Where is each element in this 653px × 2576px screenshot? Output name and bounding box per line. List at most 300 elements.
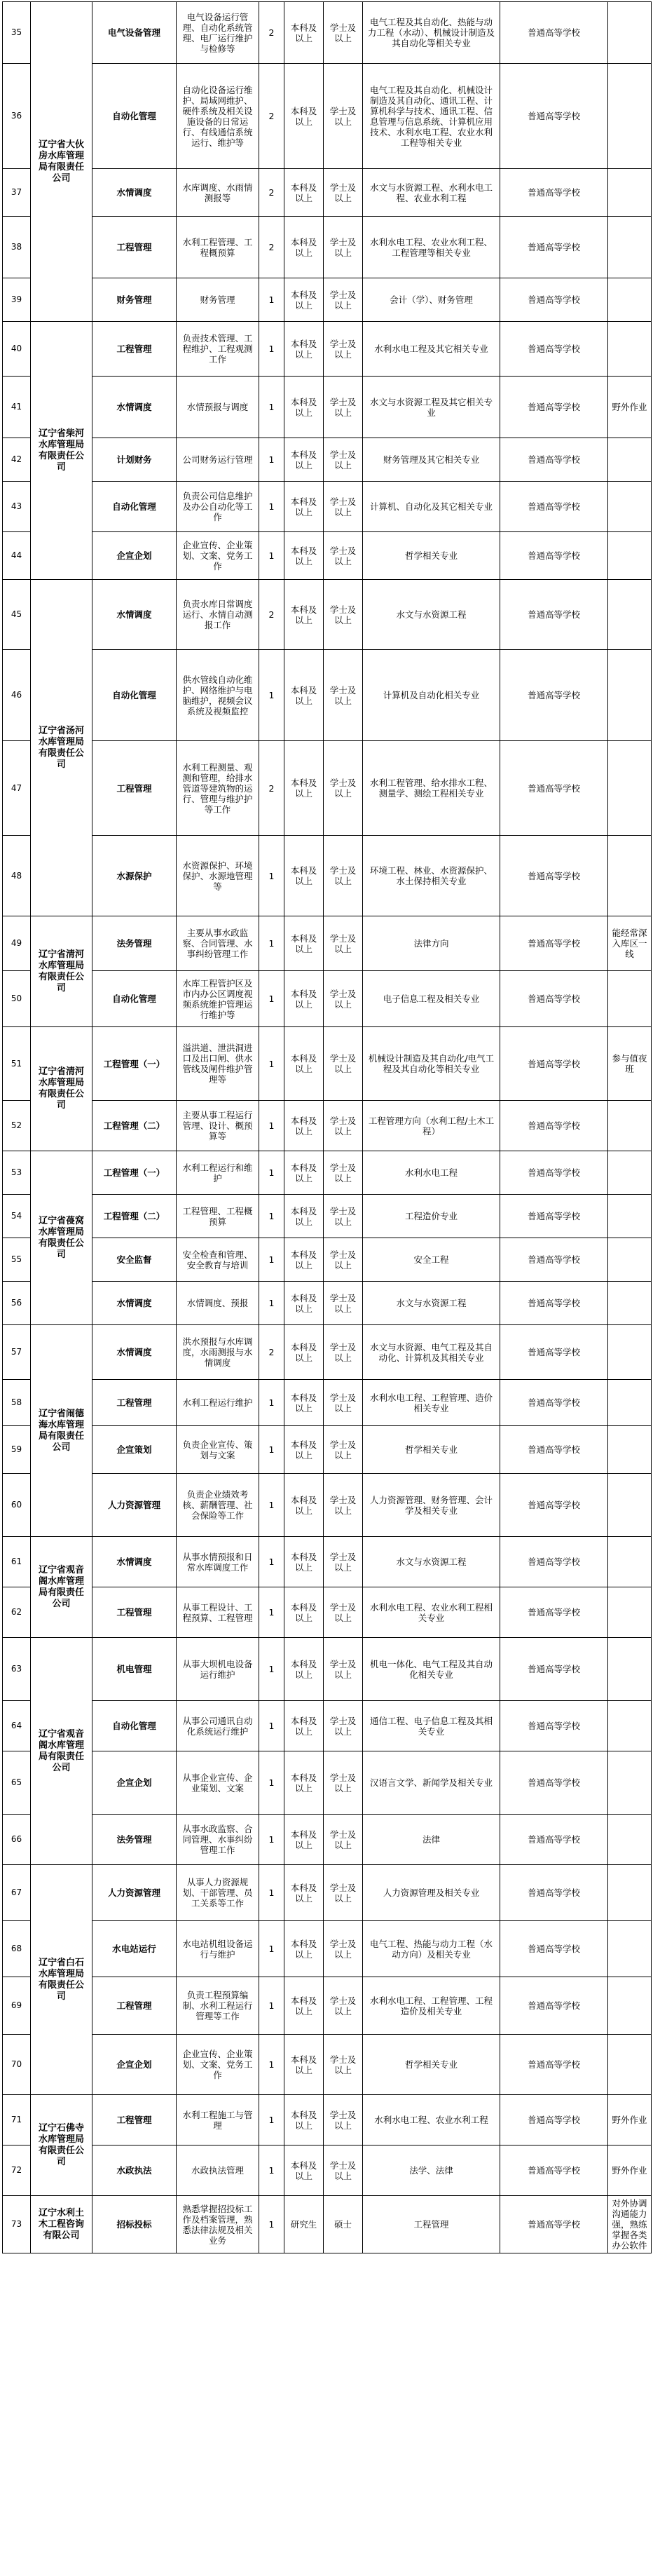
education-requirement: 本科及以上 — [284, 580, 324, 650]
row-number: 73 — [3, 2196, 31, 2253]
school-type: 普通高等学校 — [500, 1751, 608, 1815]
recruitment-table — [2, 1, 652, 2253]
major-requirement: 汉语言文学、新闻学及相关专业 — [363, 1751, 500, 1815]
table-row — [3, 1865, 652, 1921]
education-requirement: 本科及以上 — [284, 1751, 324, 1815]
school-type: 普通高等学校 — [500, 1151, 608, 1195]
row-number: 40 — [3, 322, 31, 377]
school-type: 普通高等学校 — [500, 438, 608, 482]
position-name: 人力资源管理 — [92, 1865, 177, 1921]
company-name: 辽宁石佛寺水库管理局有限责任公司 — [31, 2095, 92, 2196]
remark — [608, 1638, 652, 1701]
company-name: 辽宁省葠窝水库管理局有限责任公司 — [31, 1151, 92, 1325]
major-requirement: 水文与水资源工程 — [363, 1537, 500, 1587]
remark — [608, 1751, 652, 1815]
remark — [608, 2, 652, 64]
remark: 野外作业 — [608, 2095, 652, 2145]
company-name: 辽宁省观音阁水库管理局有限责任公司 — [31, 1638, 92, 1865]
major-requirement: 环境工程、林业、水资源保护、水土保持相关专业 — [363, 836, 500, 916]
remark — [608, 1380, 652, 1426]
education-requirement: 本科及以上 — [284, 377, 324, 438]
major-requirement: 法律 — [363, 1815, 500, 1865]
position-name: 工程管理 — [92, 1587, 177, 1638]
job-duty: 水利工程管理、工程概预算 — [177, 217, 259, 278]
education-requirement: 本科及以上 — [284, 64, 324, 169]
row-number: 36 — [3, 64, 31, 169]
major-requirement: 水利水电工程及其它相关专业 — [363, 322, 500, 377]
row-number: 51 — [3, 1027, 31, 1101]
table-row — [3, 2145, 652, 2196]
position-name: 水情调度 — [92, 1282, 177, 1325]
school-type: 普通高等学校 — [500, 1027, 608, 1101]
major-requirement: 工程管理方向（水利工程/土木工程） — [363, 1101, 500, 1151]
major-requirement: 工程造价专业 — [363, 1195, 500, 1238]
row-number: 35 — [3, 2, 31, 64]
row-number: 41 — [3, 377, 31, 438]
degree-requirement: 学士及以上 — [324, 2145, 363, 2196]
major-requirement: 水利水电工程、工程管理、造价相关专业 — [363, 1380, 500, 1426]
row-number: 68 — [3, 1921, 31, 1977]
remark — [608, 278, 652, 322]
degree-requirement: 学士及以上 — [324, 217, 363, 278]
headcount: 1 — [259, 1977, 284, 2035]
row-number: 58 — [3, 1380, 31, 1426]
school-type: 普通高等学校 — [500, 322, 608, 377]
major-requirement: 计算机及自动化相关专业 — [363, 650, 500, 741]
position-name: 自动化管理 — [92, 971, 177, 1027]
row-number: 61 — [3, 1537, 31, 1587]
degree-requirement: 学士及以上 — [324, 2, 363, 64]
position-name: 工程管理 — [92, 2095, 177, 2145]
remark — [608, 1195, 652, 1238]
education-requirement: 本科及以上 — [284, 1701, 324, 1751]
school-type: 普通高等学校 — [500, 217, 608, 278]
school-type: 普通高等学校 — [500, 2095, 608, 2145]
row-number: 39 — [3, 278, 31, 322]
remark — [608, 1537, 652, 1587]
school-type: 普通高等学校 — [500, 1921, 608, 1977]
education-requirement: 本科及以上 — [284, 2035, 324, 2095]
major-requirement: 电气工程及其自动化、热能与动力工程（水动）、机械设计制造及其自动化等相关专业 — [363, 2, 500, 64]
position-name: 安全监督 — [92, 1238, 177, 1282]
major-requirement: 水利工程管理、给水排水工程、测量学、测绘工程相关专业 — [363, 741, 500, 836]
table-row — [3, 217, 652, 278]
remark — [608, 2035, 652, 2095]
major-requirement: 水利水电工程、农业水利工程相关专业 — [363, 1587, 500, 1638]
education-requirement: 本科及以上 — [284, 1101, 324, 1151]
headcount: 1 — [259, 1151, 284, 1195]
position-name: 自动化管理 — [92, 482, 177, 532]
headcount: 2 — [259, 169, 284, 217]
degree-requirement: 学士及以上 — [324, 741, 363, 836]
table-row — [3, 971, 652, 1027]
major-requirement: 计算机、自动化及其它相关专业 — [363, 482, 500, 532]
remark — [608, 1815, 652, 1865]
degree-requirement: 学士及以上 — [324, 322, 363, 377]
remark — [608, 1101, 652, 1151]
headcount: 1 — [259, 836, 284, 916]
school-type: 普通高等学校 — [500, 2, 608, 64]
row-number: 46 — [3, 650, 31, 741]
position-name: 法务管理 — [92, 1815, 177, 1865]
row-number: 64 — [3, 1701, 31, 1751]
school-type: 普通高等学校 — [500, 2196, 608, 2253]
remark — [608, 532, 652, 580]
school-type: 普通高等学校 — [500, 1587, 608, 1638]
headcount: 2 — [259, 1325, 284, 1380]
degree-requirement: 学士及以上 — [324, 278, 363, 322]
degree-requirement: 学士及以上 — [324, 1238, 363, 1282]
education-requirement: 本科及以上 — [284, 741, 324, 836]
degree-requirement: 学士及以上 — [324, 580, 363, 650]
major-requirement: 水文与水资源工程 — [363, 1282, 500, 1325]
degree-requirement: 学士及以上 — [324, 438, 363, 482]
row-number: 59 — [3, 1426, 31, 1474]
degree-requirement: 学士及以上 — [324, 1815, 363, 1865]
headcount: 1 — [259, 2035, 284, 2095]
major-requirement: 哲学相关专业 — [363, 1426, 500, 1474]
degree-requirement: 学士及以上 — [324, 650, 363, 741]
job-duty: 安全检查和管理、安全教育与培训 — [177, 1238, 259, 1282]
job-duty: 企业宣传、企业策划、文案、党务工作 — [177, 532, 259, 580]
job-duty: 从事企业宣传、企业策划、文案 — [177, 1751, 259, 1815]
school-type: 普通高等学校 — [500, 836, 608, 916]
degree-requirement: 学士及以上 — [324, 1474, 363, 1537]
remark — [608, 438, 652, 482]
job-duty: 水情预报与调度 — [177, 377, 259, 438]
education-requirement: 本科及以上 — [284, 482, 324, 532]
headcount: 1 — [259, 1921, 284, 1977]
remark — [608, 580, 652, 650]
job-duty: 负责企业宣传、策划与文案 — [177, 1426, 259, 1474]
major-requirement: 水利水电工程 — [363, 1151, 500, 1195]
education-requirement: 本科及以上 — [284, 971, 324, 1027]
table-row — [3, 1815, 652, 1865]
job-duty: 洪水预报与水库调度，水雨测报与水情调度 — [177, 1325, 259, 1380]
company-name: 辽宁省清河水库管理局有限责任公司 — [31, 916, 92, 1027]
headcount: 1 — [259, 1638, 284, 1701]
remark — [608, 1238, 652, 1282]
position-name: 水情调度 — [92, 1537, 177, 1587]
row-number: 66 — [3, 1815, 31, 1865]
position-name: 财务管理 — [92, 278, 177, 322]
remark — [608, 1151, 652, 1195]
headcount: 1 — [259, 2145, 284, 2196]
school-type: 普通高等学校 — [500, 169, 608, 217]
education-requirement: 本科及以上 — [284, 322, 324, 377]
headcount: 1 — [259, 1537, 284, 1587]
position-name: 工程管理 — [92, 1380, 177, 1426]
position-name: 工程管理（一） — [92, 1027, 177, 1101]
job-duty: 负责公司信息维护及办公自动化等工作 — [177, 482, 259, 532]
position-name: 水电站运行 — [92, 1921, 177, 1977]
education-requirement: 本科及以上 — [284, 1587, 324, 1638]
row-number: 53 — [3, 1151, 31, 1195]
remark — [608, 169, 652, 217]
major-requirement: 机械设计制造及其自动化/电气工程及其自动化等相关专业 — [363, 1027, 500, 1101]
major-requirement: 工程管理 — [363, 2196, 500, 2253]
degree-requirement: 学士及以上 — [324, 1751, 363, 1815]
headcount: 1 — [259, 1815, 284, 1865]
degree-requirement: 学士及以上 — [324, 971, 363, 1027]
position-name: 水情调度 — [92, 169, 177, 217]
school-type: 普通高等学校 — [500, 532, 608, 580]
headcount: 1 — [259, 1426, 284, 1474]
education-requirement: 本科及以上 — [284, 1027, 324, 1101]
position-name: 水源保护 — [92, 836, 177, 916]
job-duty: 主要从事水政监察、合同管理、水事纠纷管理工作 — [177, 916, 259, 971]
row-number: 72 — [3, 2145, 31, 2196]
school-type: 普通高等学校 — [500, 1195, 608, 1238]
position-name: 工程管理 — [92, 322, 177, 377]
headcount: 1 — [259, 377, 284, 438]
table-row — [3, 1587, 652, 1638]
education-requirement: 本科及以上 — [284, 2145, 324, 2196]
headcount: 1 — [259, 1751, 284, 1815]
school-type: 普通高等学校 — [500, 1865, 608, 1921]
headcount: 1 — [259, 482, 284, 532]
degree-requirement: 学士及以上 — [324, 1587, 363, 1638]
degree-requirement: 学士及以上 — [324, 1101, 363, 1151]
table-row — [3, 1921, 652, 1977]
position-name: 工程管理（二） — [92, 1195, 177, 1238]
major-requirement: 安全工程 — [363, 1238, 500, 1282]
row-number: 63 — [3, 1638, 31, 1701]
headcount: 1 — [259, 971, 284, 1027]
company-name: 辽宁省大伙房水库管理局有限责任公司 — [31, 2, 92, 322]
major-requirement: 会计（学）、财务管理 — [363, 278, 500, 322]
headcount: 1 — [259, 1587, 284, 1638]
education-requirement: 本科及以上 — [284, 2, 324, 64]
row-number: 42 — [3, 438, 31, 482]
remark — [608, 1701, 652, 1751]
education-requirement: 本科及以上 — [284, 1282, 324, 1325]
company-name: 辽宁省闹德海水库管理局有限责任公司 — [31, 1325, 92, 1537]
table-row — [3, 1474, 652, 1537]
job-duty: 负责技术管理、工程维护、工程观测工作 — [177, 322, 259, 377]
table-row — [3, 1426, 652, 1474]
table-row — [3, 1101, 652, 1151]
education-requirement: 本科及以上 — [284, 532, 324, 580]
school-type: 普通高等学校 — [500, 377, 608, 438]
table-body — [3, 2, 652, 2253]
job-duty: 水利工程运行维护 — [177, 1380, 259, 1426]
job-duty: 企业宣传、企业策划、文案、党务工作 — [177, 2035, 259, 2095]
position-name: 工程管理 — [92, 1977, 177, 2035]
education-requirement: 本科及以上 — [284, 1426, 324, 1474]
school-type: 普通高等学校 — [500, 2145, 608, 2196]
degree-requirement: 学士及以上 — [324, 836, 363, 916]
headcount: 1 — [259, 1865, 284, 1921]
row-number: 52 — [3, 1101, 31, 1151]
major-requirement: 哲学相关专业 — [363, 532, 500, 580]
table-row — [3, 64, 652, 169]
position-name: 水情调度 — [92, 1325, 177, 1380]
school-type: 普通高等学校 — [500, 64, 608, 169]
major-requirement: 水文与水资源工程及其它相关专业 — [363, 377, 500, 438]
remark: 能经常深入库区一线 — [608, 916, 652, 971]
job-duty: 从事公司通讯自动化系统运行维护 — [177, 1701, 259, 1751]
education-requirement: 本科及以上 — [284, 2095, 324, 2145]
table-row — [3, 2095, 652, 2145]
table-row — [3, 1282, 652, 1325]
school-type: 普通高等学校 — [500, 1380, 608, 1426]
job-duty: 工程管理、工程概预算 — [177, 1195, 259, 1238]
job-duty: 从事人力资源规划、干部管理、员工关系等工作 — [177, 1865, 259, 1921]
row-number: 67 — [3, 1865, 31, 1921]
degree-requirement: 学士及以上 — [324, 916, 363, 971]
remark — [608, 1977, 652, 2035]
education-requirement: 本科及以上 — [284, 1238, 324, 1282]
remark — [608, 650, 652, 741]
row-number: 44 — [3, 532, 31, 580]
major-requirement: 哲学相关专业 — [363, 2035, 500, 2095]
degree-requirement: 学士及以上 — [324, 1426, 363, 1474]
remark — [608, 1426, 652, 1474]
school-type: 普通高等学校 — [500, 1325, 608, 1380]
education-requirement: 本科及以上 — [284, 217, 324, 278]
position-name: 自动化管理 — [92, 650, 177, 741]
degree-requirement: 学士及以上 — [324, 1380, 363, 1426]
table-row — [3, 836, 652, 916]
headcount: 1 — [259, 1195, 284, 1238]
education-requirement: 本科及以上 — [284, 1151, 324, 1195]
position-name: 工程管理 — [92, 741, 177, 836]
job-duty: 从事工程设计、工程预算、工程管理 — [177, 1587, 259, 1638]
degree-requirement: 学士及以上 — [324, 1977, 363, 2035]
row-number: 45 — [3, 580, 31, 650]
degree-requirement: 学士及以上 — [324, 1151, 363, 1195]
row-number: 69 — [3, 1977, 31, 2035]
position-name: 机电管理 — [92, 1638, 177, 1701]
education-requirement: 本科及以上 — [284, 1865, 324, 1921]
remark — [608, 64, 652, 169]
job-duty: 负责企业绩效考核、薪酬管理、社会保险等工作 — [177, 1474, 259, 1537]
headcount: 1 — [259, 322, 284, 377]
job-duty: 水库调度、水雨情测报等 — [177, 169, 259, 217]
remark — [608, 1325, 652, 1380]
row-number: 70 — [3, 2035, 31, 2095]
table-row — [3, 741, 652, 836]
row-number: 57 — [3, 1325, 31, 1380]
table-row — [3, 916, 652, 971]
degree-requirement: 学士及以上 — [324, 2035, 363, 2095]
table-row — [3, 2035, 652, 2095]
headcount: 1 — [259, 1101, 284, 1151]
school-type: 普通高等学校 — [500, 580, 608, 650]
degree-requirement: 学士及以上 — [324, 169, 363, 217]
job-duty: 水政执法管理 — [177, 2145, 259, 2196]
education-requirement: 本科及以上 — [284, 1380, 324, 1426]
remark — [608, 217, 652, 278]
table-row — [3, 2, 652, 64]
headcount: 1 — [259, 1027, 284, 1101]
headcount: 1 — [259, 532, 284, 580]
degree-requirement: 学士及以上 — [324, 1537, 363, 1587]
education-requirement: 本科及以上 — [284, 650, 324, 741]
major-requirement: 电子信息工程及相关专业 — [363, 971, 500, 1027]
education-requirement: 本科及以上 — [284, 1325, 324, 1380]
major-requirement: 水文与水资源工程、水利水电工程、农业水利工程 — [363, 169, 500, 217]
major-requirement: 水利水电工程、农业水利工程 — [363, 2095, 500, 2145]
remark — [608, 1921, 652, 1977]
major-requirement: 法学、法律 — [363, 2145, 500, 2196]
row-number: 60 — [3, 1474, 31, 1537]
education-requirement: 研究生 — [284, 2196, 324, 2253]
school-type: 普通高等学校 — [500, 916, 608, 971]
school-type: 普通高等学校 — [500, 650, 608, 741]
position-name: 法务管理 — [92, 916, 177, 971]
row-number: 37 — [3, 169, 31, 217]
degree-requirement: 硕士 — [324, 2196, 363, 2253]
job-duty: 从事水政监察、合同管理、水事纠纷管理工作 — [177, 1815, 259, 1865]
row-number: 71 — [3, 2095, 31, 2145]
headcount: 1 — [259, 1474, 284, 1537]
major-requirement: 财务管理及其它相关专业 — [363, 438, 500, 482]
table-row — [3, 1701, 652, 1751]
job-duty: 主要从事工程运行管理、设计、概预算等 — [177, 1101, 259, 1151]
job-duty: 水情调度、预报 — [177, 1282, 259, 1325]
major-requirement: 水文与水资源工程 — [363, 580, 500, 650]
school-type: 普通高等学校 — [500, 741, 608, 836]
degree-requirement: 学士及以上 — [324, 1921, 363, 1977]
position-name: 工程管理（二） — [92, 1101, 177, 1151]
school-type: 普通高等学校 — [500, 1426, 608, 1474]
remark — [608, 1865, 652, 1921]
row-number: 38 — [3, 217, 31, 278]
table-row — [3, 1027, 652, 1101]
major-requirement: 机电一体化、电气工程及其自动化相关专业 — [363, 1638, 500, 1701]
job-duty: 水利工程施工与管理 — [177, 2095, 259, 2145]
headcount: 2 — [259, 741, 284, 836]
education-requirement: 本科及以上 — [284, 438, 324, 482]
degree-requirement: 学士及以上 — [324, 1638, 363, 1701]
position-name: 计划财务 — [92, 438, 177, 482]
degree-requirement: 学士及以上 — [324, 377, 363, 438]
table-row — [3, 2196, 652, 2253]
school-type: 普通高等学校 — [500, 1537, 608, 1587]
position-name: 企宣企划 — [92, 532, 177, 580]
degree-requirement: 学士及以上 — [324, 1027, 363, 1101]
education-requirement: 本科及以上 — [284, 1815, 324, 1865]
school-type: 普通高等学校 — [500, 1282, 608, 1325]
school-type: 普通高等学校 — [500, 1238, 608, 1282]
education-requirement: 本科及以上 — [284, 1474, 324, 1537]
major-requirement: 水文与水资源、电气工程及其自动化、计算机及其相关专业 — [363, 1325, 500, 1380]
position-name: 水情调度 — [92, 377, 177, 438]
remark: 参与值夜班 — [608, 1027, 652, 1101]
job-duty: 水利工程测量、观测和管理，给排水管道等建筑物的运行、管理与维护护等工作 — [177, 741, 259, 836]
position-name: 招标投标 — [92, 2196, 177, 2253]
position-name: 电气设备管理 — [92, 2, 177, 64]
remark: 野外作业 — [608, 2145, 652, 2196]
major-requirement: 电气工程及其自动化、机械设计制造及其自动化、通讯工程、计算机科学与技术、通讯工程、信息管理与信息系统、计算机应用技术、水利水电工程、农业水利工程等相关专业 — [363, 64, 500, 169]
headcount: 1 — [259, 650, 284, 741]
row-number: 55 — [3, 1238, 31, 1282]
job-duty: 财务管理 — [177, 278, 259, 322]
position-name: 企宣企划 — [92, 1751, 177, 1815]
remark: 野外作业 — [608, 377, 652, 438]
degree-requirement: 学士及以上 — [324, 2095, 363, 2145]
education-requirement: 本科及以上 — [284, 916, 324, 971]
degree-requirement: 学士及以上 — [324, 1282, 363, 1325]
job-duty: 水利工程运行和维护 — [177, 1151, 259, 1195]
school-type: 普通高等学校 — [500, 971, 608, 1027]
position-name: 自动化管理 — [92, 1701, 177, 1751]
position-name: 企宣企划 — [92, 2035, 177, 2095]
table-row — [3, 1537, 652, 1587]
table-row — [3, 580, 652, 650]
